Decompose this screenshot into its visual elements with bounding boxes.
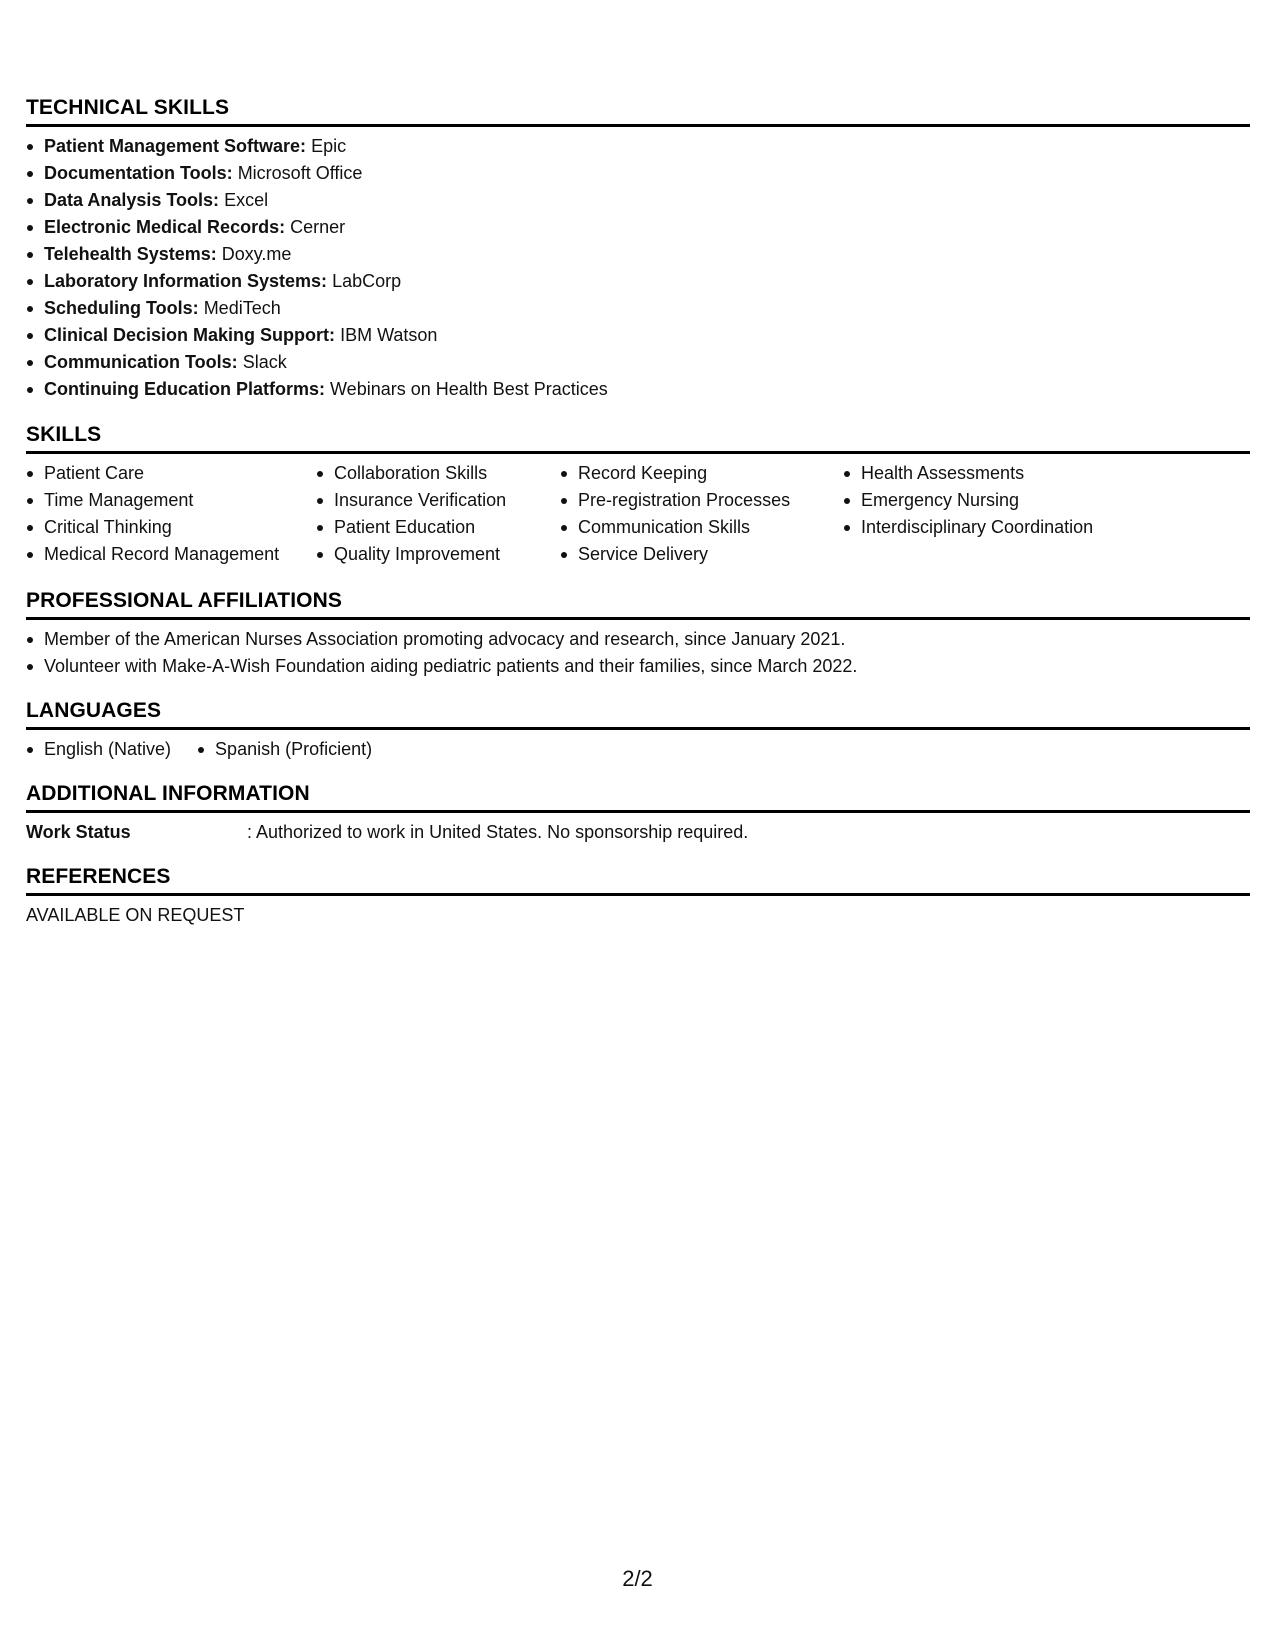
skills-grid <box>26 460 1250 568</box>
list-item <box>44 214 1250 241</box>
list-item: Insurance Verification <box>334 487 560 514</box>
item-value: LabCorp <box>332 271 402 291</box>
skills-column <box>843 460 1161 568</box>
list-item <box>44 376 1250 403</box>
work-status-label: Work Status <box>26 822 131 842</box>
list-item <box>44 160 1250 187</box>
item-value: MediTech <box>203 298 281 318</box>
list-item: Emergency Nursing <box>861 487 1161 514</box>
technical-skills-list <box>26 133 1250 403</box>
section-title: TECHNICAL SKILLS <box>26 96 1250 127</box>
item-value: Slack <box>242 352 287 372</box>
list-item: Time Management <box>44 487 316 514</box>
item-label: Clinical Decision Making Support: <box>44 325 336 345</box>
skills-column <box>26 460 316 568</box>
item-label: Telehealth Systems: <box>44 244 217 264</box>
list-item: Member of the American Nurses Association promoting advocacy and research, since January 2021. <box>44 626 1250 653</box>
skills-section <box>26 423 1250 568</box>
item-value: Doxy.me <box>221 244 292 264</box>
skills-column <box>316 460 560 568</box>
list-item: Patient Care <box>44 460 316 487</box>
list-item <box>44 322 1250 349</box>
section-title: REFERENCES <box>26 865 1250 896</box>
page-number: 2/2 <box>622 1566 653 1591</box>
list-item: Interdisciplinary Coordination <box>861 514 1161 541</box>
item-value: Excel <box>224 190 269 210</box>
list-item: Critical Thinking <box>44 514 316 541</box>
section-title: SKILLS <box>26 423 1250 454</box>
list-item: Spanish (Proficient) <box>215 736 372 763</box>
section-title: PROFESSIONAL AFFILIATIONS <box>26 589 1250 620</box>
technical-skills-section <box>26 96 1250 403</box>
item-value: Webinars on Health Best Practices <box>330 379 608 399</box>
list-item: English (Native) <box>44 736 171 763</box>
affiliations-section <box>26 589 1250 680</box>
resume-page <box>26 0 1250 1650</box>
item-value: Epic <box>311 136 347 156</box>
list-item: Volunteer with Make-A-Wish Foundation aiding pediatric patients and their families, since March 2022. <box>44 653 1250 680</box>
list-item: Quality Improvement <box>334 541 560 568</box>
section-title: LANGUAGES <box>26 699 1250 730</box>
list-item: Medical Record Management <box>44 541 316 568</box>
references-text: AVAILABLE ON REQUEST <box>26 905 245 925</box>
list-item <box>44 133 1250 160</box>
list-item: Service Delivery <box>578 541 843 568</box>
skills-column <box>560 460 843 568</box>
affiliations-list <box>26 626 1250 680</box>
item-label: Patient Management Software: <box>44 136 307 156</box>
languages-list <box>26 736 398 763</box>
list-item <box>44 295 1250 322</box>
references-section <box>26 865 1250 929</box>
item-label: Communication Tools: <box>44 352 238 372</box>
item-label: Electronic Medical Records: <box>44 217 286 237</box>
additional-info-section <box>26 782 1250 846</box>
item-value: Microsoft Office <box>237 163 363 183</box>
work-status-value: : Authorized to work in United States. No sponsorship required. <box>247 822 749 842</box>
list-item: Health Assessments <box>861 460 1161 487</box>
list-item <box>44 349 1250 376</box>
languages-row <box>26 736 1250 763</box>
item-label: Data Analysis Tools: <box>44 190 220 210</box>
item-label: Continuing Education Platforms: <box>44 379 325 399</box>
item-label: Laboratory Information Systems: <box>44 271 328 291</box>
section-title: ADDITIONAL INFORMATION <box>26 782 1250 813</box>
list-item: Communication Skills <box>578 514 843 541</box>
list-item <box>44 268 1250 295</box>
item-label: Scheduling Tools: <box>44 298 199 318</box>
item-value: IBM Watson <box>340 325 438 345</box>
list-item: Record Keeping <box>578 460 843 487</box>
list-item: Pre-registration Processes <box>578 487 843 514</box>
list-item <box>44 241 1250 268</box>
item-value: Cerner <box>290 217 346 237</box>
list-item <box>44 187 1250 214</box>
list-item: Patient Education <box>334 514 560 541</box>
languages-section <box>26 699 1250 763</box>
list-item: Collaboration Skills <box>334 460 560 487</box>
work-status-row <box>26 819 1250 846</box>
item-label: Documentation Tools: <box>44 163 233 183</box>
